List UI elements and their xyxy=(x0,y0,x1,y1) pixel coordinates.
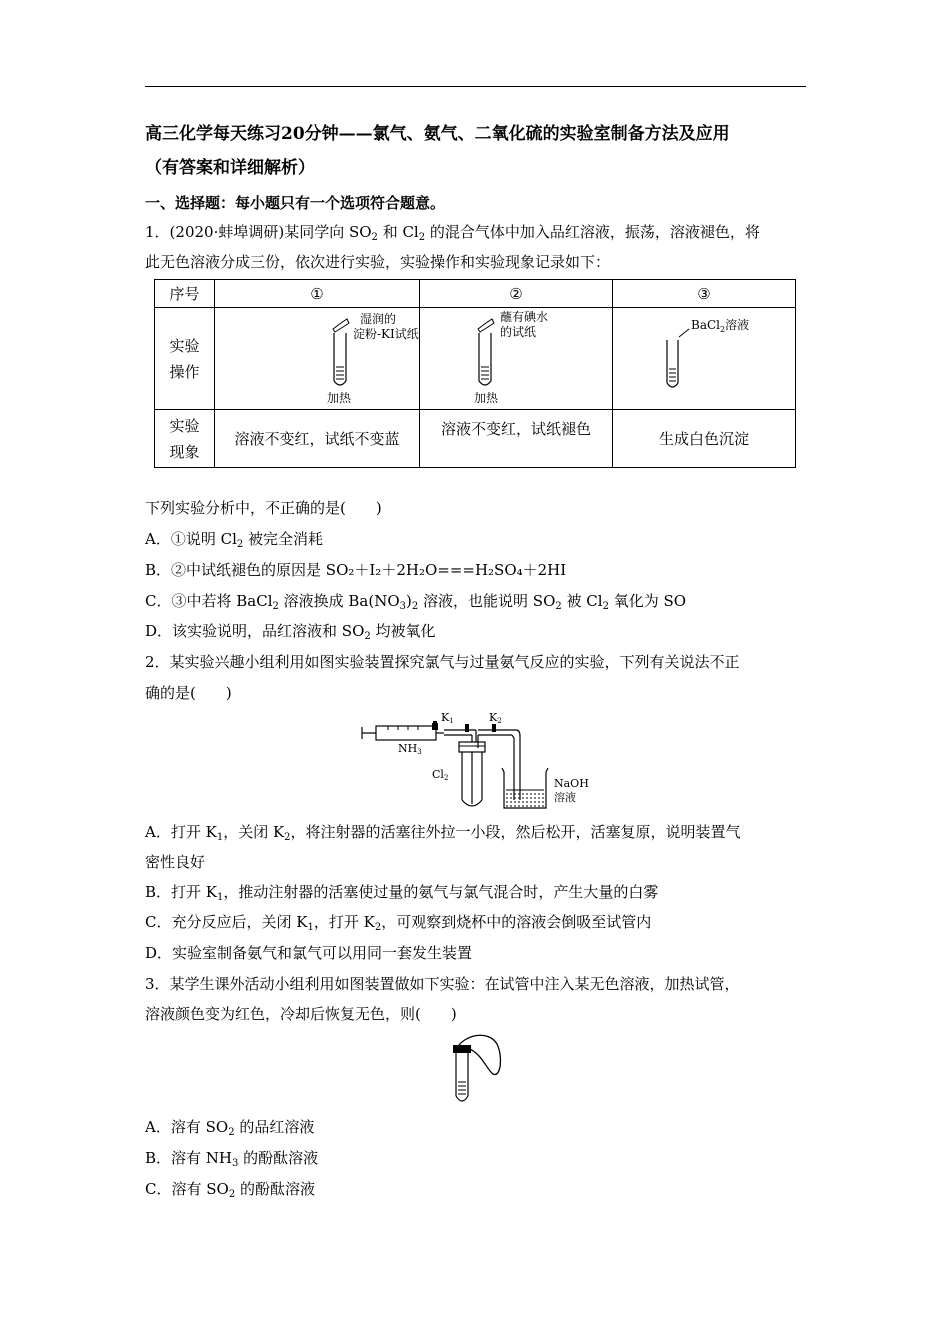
fig-cl2-label: Cl2 xyxy=(432,768,449,782)
header-rule xyxy=(145,86,806,87)
table-header-2: ② xyxy=(420,280,613,308)
q3-option-b: B．溶有 $NH_3$ 的酚酞溶液 xyxy=(145,1149,319,1169)
fig3-label: BaCl$_2$溶液 xyxy=(691,317,750,334)
q3-option-a: A．溶有 $SO_2$ 的品红溶液 xyxy=(145,1118,315,1138)
fig-k2-label: K2 xyxy=(489,711,502,725)
page-title: 高三化学每天练习20分钟——氯气、氨气、二氧化硫的实验室制备方法及应用 xyxy=(145,124,730,144)
table-header-seq: 序号 xyxy=(155,280,215,308)
fig2-heat-label: 加热 xyxy=(474,390,499,405)
observation-1: 溶液不变红，试纸不变蓝 xyxy=(215,410,420,468)
table-header-3: ③ xyxy=(613,280,796,308)
operation-figure-3 xyxy=(613,308,796,410)
operation-figure-1 xyxy=(215,308,420,410)
fig-nh3-label: NH3 xyxy=(398,742,422,756)
q1-stem-line1: 1．(2020·蚌埠调研)某同学向 $SO_2$ 和 $Cl_2$ 的混合气体中加入品红溶液，振荡，溶液褪色，将 xyxy=(145,223,760,243)
section-heading: 一、选择题：每小题只有一个选项符合题意。 xyxy=(145,194,446,212)
q3-apparatus-figure xyxy=(445,1032,505,1108)
q3-option-c: C．溶有 $SO_2$ 的酚酞溶液 xyxy=(145,1180,315,1200)
observation-3: 生成白色沉淀 xyxy=(613,410,796,468)
q2-option-a: A．打开 $K_1$，关闭 $K_2$，将注射器的活塞往外拉一小段，然后松开，活塞复原，说明装置气 xyxy=(145,823,741,843)
q2-option-c: C．充分反应后，关闭 $K_1$，打开 $K_2$，可观察到烧杯中的溶液会倒吸至试管内 xyxy=(145,913,652,933)
q1-option-d: D．该实验说明，品红溶液和 $SO_2$ 均被氧化 xyxy=(145,622,436,642)
test-tube-1-figure xyxy=(333,319,349,385)
q1-option-a: A．①说明 $Cl_2$ 被完全消耗 xyxy=(145,530,324,550)
q2-option-a-line2: 密性良好 xyxy=(145,853,206,871)
fig-k1-label: K1 xyxy=(441,711,454,725)
q1-option-b: B．②中试纸褪色的原因是 SO₂＋I₂＋2H₂O===H₂SO₄＋2HI xyxy=(145,561,567,579)
experiment-table xyxy=(154,279,796,468)
table-header-1: ① xyxy=(215,280,420,308)
test-tube-2-figure xyxy=(478,319,494,385)
fig-naoh-label: NaOH xyxy=(554,777,589,790)
observation-2: 溶液不变红，试纸褪色 xyxy=(420,410,613,468)
q1-question: 下列实验分析中，不正确的是( ) xyxy=(145,499,382,517)
test-tube-3-figure xyxy=(667,329,689,387)
row-label-operation: 实验 操作 xyxy=(155,308,215,410)
q3-stem-line1: 3．某学生课外活动小组利用如图装置做如下实验：在试管中注入某无色溶液，加热试管， xyxy=(145,975,740,993)
fig2-label-b: 的试纸 xyxy=(500,324,537,339)
q1-stem-line2: 此无色溶液分成三份，依次进行实验，实验操作和实验现象记录如下： xyxy=(145,253,611,271)
q2-apparatus-figure xyxy=(358,708,608,813)
q2-option-b: B．打开 $K_1$，推动注射器的活塞使过量的氨气与氯气混合时，产生大量的白雾 xyxy=(145,883,659,903)
q2-stem-line2: 确的是( ) xyxy=(145,684,232,702)
row-label-observation: 实验 现象 xyxy=(155,410,215,468)
fig1-heat-label: 加热 xyxy=(327,390,352,405)
fig1-label-b: 淀粉-KI试纸 xyxy=(353,326,419,341)
q3-stem-line2: 溶液颜色变为红色，冷却后恢复无色，则( ) xyxy=(145,1005,457,1023)
operation-figure-2 xyxy=(420,308,613,410)
fig-solution-label: 溶液 xyxy=(554,791,576,804)
fig1-label-a: 湿润的 xyxy=(360,311,397,326)
fig2-label-a: 蘸有碘水 xyxy=(500,309,549,324)
q2-stem-line1: 2．某实验兴趣小组利用如图实验装置探究氯气与过量氨气反应的实验，下列有关说法不正 xyxy=(145,653,740,671)
page-title-line2: （有答案和详细解析） xyxy=(145,158,315,178)
q1-option-c: C．③中若将 BaCl$_2$ 溶液换成 $Ba(NO_3)_2$ 溶液，也能说明 $SO_2$ 被 $Cl_2$ 氧化为 SO xyxy=(145,592,687,612)
q2-option-d: D．实验室制备氨气和氯气可以用同一套发生装置 xyxy=(145,944,473,962)
